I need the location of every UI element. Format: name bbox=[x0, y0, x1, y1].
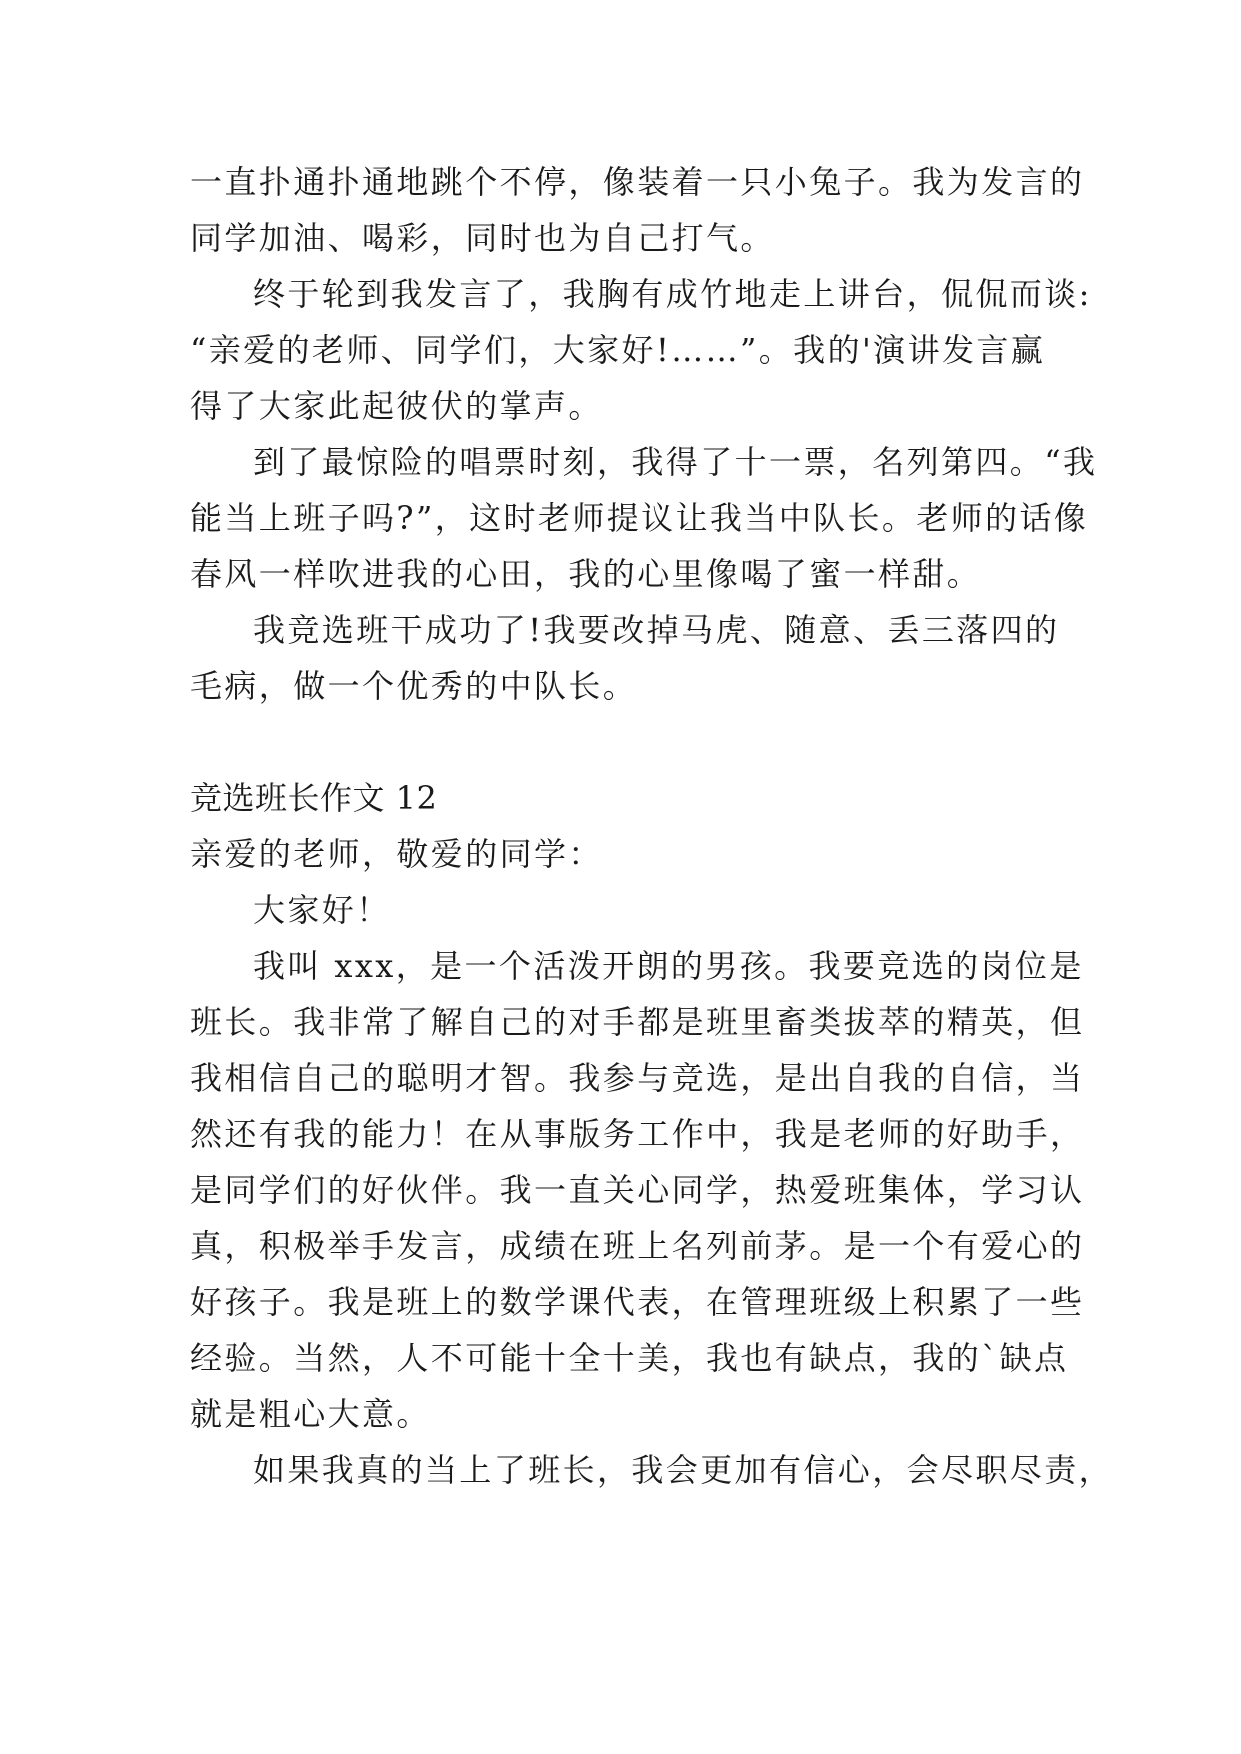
paragraph-line: 我竞选班干成功了!我要改掉马虎、随意、丢三落四的 bbox=[253, 611, 1060, 649]
salutation: 亲爱的老师，敬爱的同学： bbox=[190, 835, 603, 873]
paragraph-line: 得了大家此起彼伏的掌声。 bbox=[190, 387, 603, 425]
paragraph-line: 如果我真的当上了班长，我会更加有信心，会尽职尽责， bbox=[253, 1451, 1114, 1489]
paragraph-line: “亲爱的老师、同学们，大家好!……”。我的'演讲发言赢 bbox=[190, 331, 1046, 369]
paragraph-line: 春风一样吹进我的心田，我的心里像喝了蜜一样甜。 bbox=[190, 555, 982, 593]
paragraph-line: 一直扑通扑通地跳个不停，像装着一只小兔子。我为发言的 bbox=[190, 163, 1085, 201]
paragraph-line: 终于轮到我发言了，我胸有成竹地走上讲台，侃侃而谈: bbox=[253, 275, 1092, 313]
paragraph-line: 真，积极举手发言，成绩在班上名列前茅。是一个有爱心的 bbox=[190, 1227, 1085, 1265]
paragraph-line: 是同学们的好伙伴。我一直关心同学，热爱班集体，学习认 bbox=[190, 1171, 1085, 1209]
paragraph-line: 毛病，做一个优秀的中队长。 bbox=[190, 667, 638, 705]
paragraph-line: 经验。当然，人不可能十全十美，我也有缺点，我的`缺点 bbox=[190, 1339, 1069, 1377]
paragraph-line: 班长。我非常了解自己的对手都是班里畜类拔萃的精英，但 bbox=[190, 1003, 1085, 1041]
paragraph-line: 然还有我的能力！在从事版务工作中，我是老师的好助手， bbox=[190, 1115, 1085, 1153]
paragraph-line: 好孩子。我是班上的数学课代表，在管理班级上积累了一些 bbox=[190, 1283, 1085, 1321]
greeting: 大家好！ bbox=[253, 891, 391, 929]
paragraph-line: 到了最惊险的唱票时刻，我得了十一票，名列第四。“我 bbox=[253, 443, 1098, 481]
paragraph-line: 同学加油、喝彩，同时也为自己打气。 bbox=[190, 219, 775, 257]
paragraph-line: 我相信自己的聪明才智。我参与竞选，是出自我的自信，当 bbox=[190, 1059, 1085, 1097]
section-title: 竞选班长作文 12 bbox=[190, 779, 438, 817]
paragraph-line: 就是粗心大意。 bbox=[190, 1395, 431, 1433]
paragraph-line: 能当上班子吗?”，这时老师提议让我当中队长。老师的话像 bbox=[190, 499, 1089, 537]
paragraph-line: 我叫 xxx，是一个活泼开朗的男孩。我要竞选的岗位是 bbox=[253, 947, 1084, 985]
